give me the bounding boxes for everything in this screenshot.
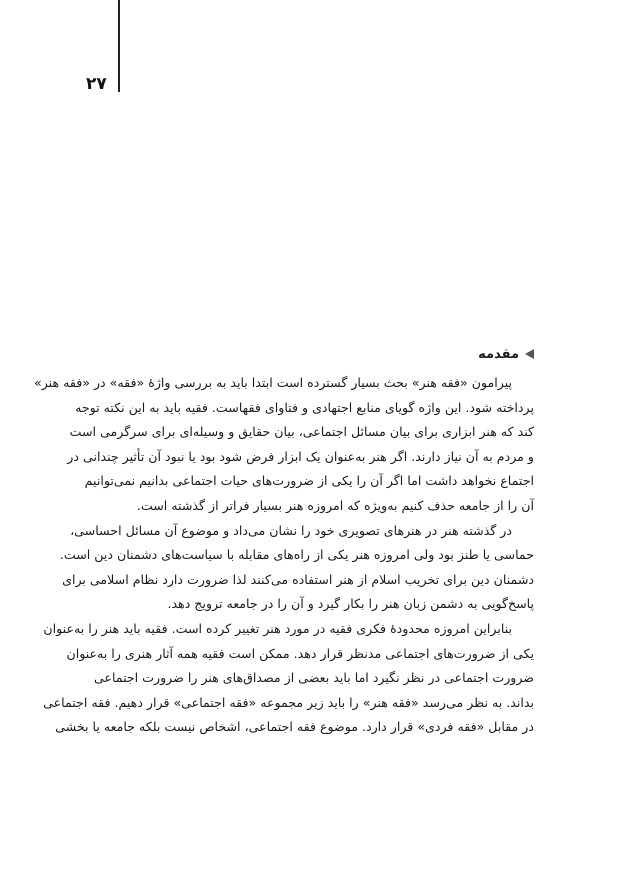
paragraph-line: بنابراین امروزه محدودۀ فکری فقیه در مورد هنر تغییر کرده است. فقیه باید هنر را به‌عنوان (43, 620, 512, 636)
page-number: ۲۷ (86, 74, 107, 94)
paragraph-line: یکی از ضرورت‌های اجتماعی مدنظر قرار دهد. ممکن است فقیه همه آثار هنری را به‌عنوان (66, 645, 534, 661)
paragraph-line: در مقابل «فقه فردی» قرار دارد. موضوع فقه اجتماعی، اشخاص نیست بلکه جامعه یا بخشی (55, 719, 534, 735)
main-content (34, 343, 534, 740)
paragraph-line: اجتماع نخواهد داشت اما اگر آن را یکی از ضرورت‌های حیات اجتماعی بدانیم نمی‌توانیم (84, 473, 534, 489)
paragraph-3 (43, 617, 534, 740)
paragraph-line: حماسی یا طنز بود ولی امروزه هنر یکی از راه‌های مقابله با سیاست‌های دشمنان دین است. (59, 547, 534, 563)
paragraph-line: در گذشته هنر در هنرهای تصویری خود را نشان می‌داد و موضوع آن مسائل احساسی، (70, 522, 512, 538)
paragraph-line: پاسخ‌گویی به دشمن زبان هنر را بکار گیرد و آن را در جامعه ترویج دهد. (167, 596, 534, 612)
triangle-bullet-icon (525, 349, 534, 359)
paragraph-line: دشمنان دین برای تخریب اسلام از هنر استفاده می‌کنند لذا ضرورت دارد نظام اسلامی برای (62, 571, 534, 587)
paragraph-line: کند که هنر ابزاری برای بیان مسائل اجتماعی، بیان حقایق و وسیله‌ای برای سرگرمی است (69, 424, 534, 440)
paragraph-line: پرداخته شود. این واژه گویای منابع اجتهادی و فتاوای فقهاست. فقیه باید به این نکته توجه (75, 399, 534, 415)
paragraph-1 (34, 371, 534, 519)
paragraph-line: ضرورت اجتماعی در نظر نگیرد اما باید بعضی از مصداق‌های هنر را ضرورت اجتماعی (93, 670, 534, 686)
paragraph-line: آن را از جامعه حذف کنیم به‌ویژه که امروزه هنر بسیار فراتر از گذشته است. (136, 497, 534, 513)
section-title: مقدمه (478, 346, 519, 362)
paragraph-line: و مردم به آن نیاز دارند. اگر هنر به‌عنوان یک ابزار فرض شود بود یا نبود آن تأثیر چندانی در (67, 448, 534, 464)
header-rule (118, 0, 120, 92)
section-heading (94, 343, 534, 365)
paragraph-line: بداند. به نظر می‌رسد «فقه هنر» را باید زیر مجموعه «فقه اجتماعی» قرار دهیم. فقه اجتماعی (43, 694, 534, 710)
paragraph-line: پیرامون «فقه هنر» بحث بسیار گسترده است ابتدا باید به بررسی واژۀ «فقه» در «فقه هنر» (34, 375, 512, 390)
paragraph-2 (59, 519, 534, 617)
